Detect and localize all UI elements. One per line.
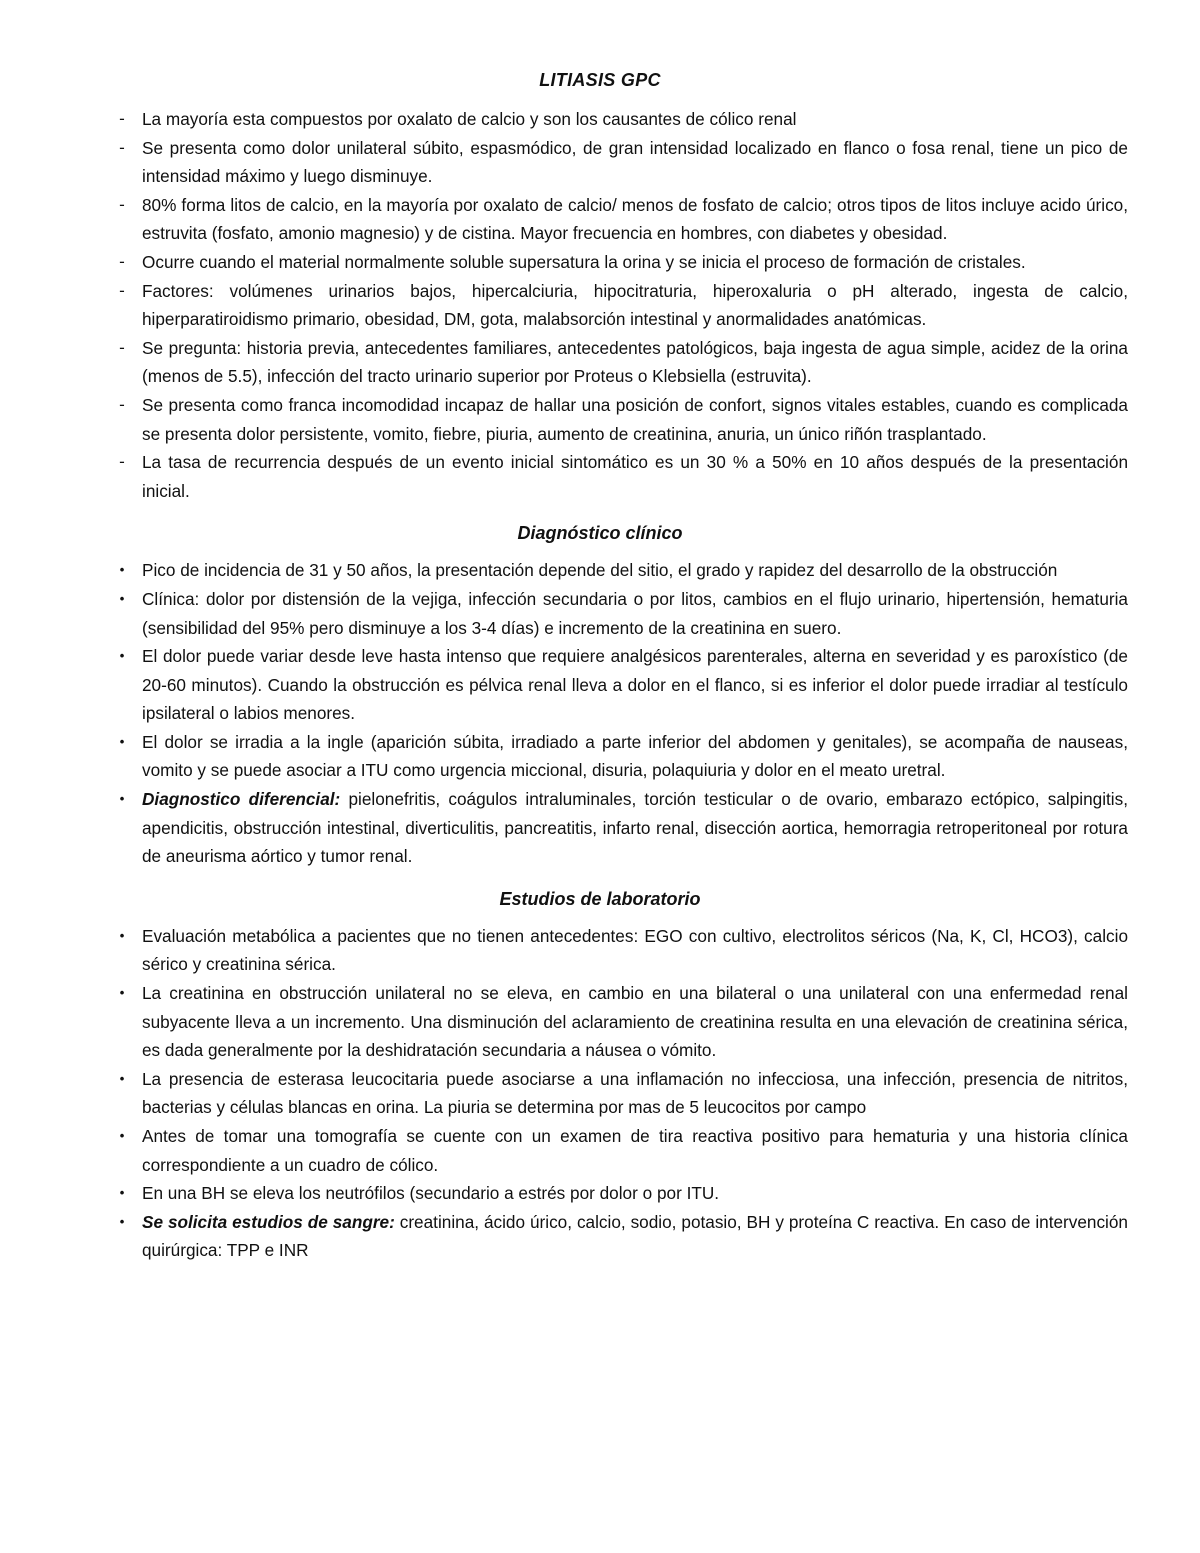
list-item [119, 556, 1128, 585]
bullet-marker: • [119, 1213, 125, 1229]
bullet-marker: • [119, 1128, 125, 1143]
list-item [119, 448, 1128, 505]
list-item [119, 979, 1128, 1065]
list-item-text: Se presenta como dolor unilateral súbito, espasmódico, de gran intensidad localizado en flanco o fosa renal, tiene un pico de intensidad máximo y luego disminuye. [142, 137, 1128, 187]
list-item-text: Pico de incidencia de 31 y 50 años, la presentación depende del sitio, el grado y rapidez del desarrollo de la obstrucción [142, 560, 1058, 581]
list-item-text: La presencia de esterasa leucocitaria puede asociarse a una inflamación no infecciosa, una infección, presencia de nitritos, bacterias y células blancas en orina. La piuria se determina por mas de 5 leucocitos por campo [142, 1068, 1128, 1118]
dash-marker: - [119, 194, 125, 214]
list-item [119, 1122, 1128, 1179]
dash-marker: - [119, 251, 125, 271]
bullet-marker: • [119, 648, 125, 664]
intro-list [119, 105, 1128, 505]
list-item [119, 248, 1128, 277]
bullet-marker: • [119, 985, 125, 1001]
list-item [119, 1208, 1128, 1265]
list-item [119, 922, 1128, 979]
list-item-text: La creatinina en obstrucción unilateral no se eleva, en cambio en una bilateral o una unilateral con una enfermedad renal subyacente lleva a un incremento. Una disminución del aclaramiento de creatinina resulta en una elevación de creatinina sérica, es dada generalmente por la deshidratación secundaria a náusea o vómito. [142, 983, 1128, 1061]
bullet-marker: • [119, 927, 125, 943]
list-item [119, 642, 1128, 728]
bullet-marker: • [119, 1070, 125, 1086]
dash-marker: - [119, 280, 125, 300]
list-item [119, 277, 1128, 334]
diagnostico-list [119, 556, 1128, 871]
list-item-text: El dolor se irradia a la ingle (aparición súbita, irradiado a parte inferior del abdomen y genitales), se acompaña de nauseas, vomito y se puede asociar a ITU como urgencia miccional, disuria, polaquiuria y dolor en el meato uretral. [142, 731, 1128, 781]
list-item-text: creatinina, ácido úrico, calcio, sodio, potasio, BH y proteína C reactiva. En caso de intervención quirúrgica: TPP e INR [142, 1211, 1128, 1261]
dash-marker: - [119, 452, 125, 472]
list-item [119, 134, 1128, 191]
list-item [119, 1065, 1128, 1122]
bullet-marker: • [119, 791, 125, 807]
list-item [119, 105, 1128, 134]
document-title: LITIASIS GPC [539, 70, 661, 90]
bullet-marker: • [119, 1185, 125, 1201]
list-item-lead: Se solicita estudios de sangre: [142, 1211, 395, 1232]
list-item [119, 1179, 1128, 1208]
list-item-text: Evaluación metabólica a pacientes que no tienen antecedentes: EGO con cultivo, electrolitos séricos (Na, K, Cl, HCO3), calcio sérico y creatinina sérica. [142, 925, 1128, 975]
list-item-text: El dolor puede variar desde leve hasta intenso que requiere analgésicos parenterales, alterna en severidad y es paroxístico (de 20-60 minutos). Cuando la obstrucción es pélvica renal lleva a dolor en el flanco, si es inferior el dolor puede irradiar al testículo ipsilateral o labios menores. [142, 646, 1128, 724]
list-item-text: Se pregunta: historia previa, antecedentes familiares, antecedentes patológicos, baja ingesta de agua simple, acidez de la orina (menos de 5.5), infección del tracto urinario superior por Proteus o Klebsiella (estruvita). [142, 337, 1128, 387]
list-item-text: Factores: volúmenes urinarios bajos, hipercalciuria, hipocitraturia, hiperoxaluria o pH alterado, ingesta de calcio, hiperparatiroidismo primario, obesidad, DM, gota, malabsorción intestinal y anormalidades anatómicas. [142, 280, 1128, 330]
list-item-text: Clínica: dolor por distensión de la vejiga, infección secundaria o por litos, cambios en el flujo urinario, hipertensión, hematuria (sensibilidad del 95% pero disminuye a los 3-4 días) e incremento de la creatinina en suero. [142, 588, 1128, 638]
list-item [119, 728, 1128, 785]
section-heading-diagnostico: Diagnóstico clínico [517, 523, 683, 544]
bullet-marker: • [119, 733, 125, 749]
list-item [119, 334, 1128, 391]
dash-marker: - [119, 137, 125, 157]
list-item-lead: Diagnostico diferencial: [142, 789, 341, 810]
bullet-marker: • [119, 590, 125, 606]
list-item-text: pielonefritis, coágulos intraluminales, torción testicular o de ovario, embarazo ectópico, salpingitis, apendicitis, obstrucción intestinal, diverticulitis, pancreatitis, infarto renal, disección aortica, hemorragia retroperitoneal por rotura de aneurisma aórtico y tumor renal. [142, 789, 1128, 867]
section-heading-laboratorio: Estudios de laboratorio [499, 888, 701, 909]
bullet-marker: • [119, 562, 125, 578]
dash-marker: - [119, 337, 125, 357]
list-item-text: Ocurre cuando el material normalmente soluble supersatura la orina y se inicia el proceso de formación de cristales. [142, 251, 1026, 272]
list-item-text: La tasa de recurrencia después de un evento inicial sintomático es un 30 % a 50% en 10 años después de la presentación inicial. [142, 452, 1128, 501]
laboratorio-list [119, 922, 1128, 1265]
list-item [119, 191, 1128, 248]
dash-marker: - [119, 394, 125, 414]
list-item [119, 391, 1128, 448]
list-item-text: Se presenta como franca incomodidad incapaz de hallar una posición de confort, signos vitales estables, cuando es complicada se presenta dolor persistente, vomito, fiebre, piuria, aumento de creatinina, anuria, un único riñón trasplantado. [142, 394, 1128, 444]
list-item-text: La mayoría esta compuestos por oxalato de calcio y son los causantes de cólico renal [142, 109, 797, 129]
list-item-text: 80% forma litos de calcio, en la mayoría por oxalato de calcio/ menos de fosfato de calcio; otros tipos de litos incluye acido úrico, estruvita (fosfato, amonio magnesio) y de cistina. Mayor frecuencia en hombres, con diabetes y obesidad. [142, 194, 1128, 244]
list-item-text: Antes de tomar una tomografía se cuente con un examen de tira reactiva positivo para hematuria y una historia clínica correspondiente a un cuadro de cólico. [142, 1126, 1128, 1175]
dash-marker: - [119, 109, 125, 128]
list-item [119, 785, 1128, 871]
list-item [119, 585, 1128, 642]
list-item-text: En una BH se eleva los neutrófilos (secundario a estrés por dolor o por ITU. [142, 1183, 720, 1204]
